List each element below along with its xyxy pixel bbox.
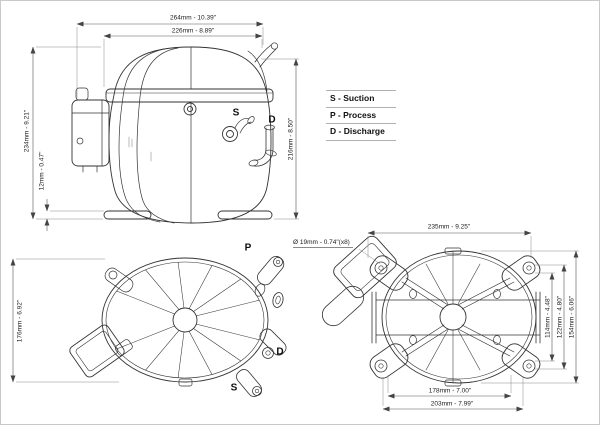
- mount-tab-top-left: [103, 266, 136, 295]
- dim-top-depth: 176mm - 6.92": [16, 299, 24, 343]
- dim-bottom-depth-overall: 154mm - 6.06": [568, 295, 576, 339]
- dome-spokes: [117, 262, 260, 378]
- hole-note-leader: [359, 249, 380, 264]
- process-port: [253, 254, 286, 309]
- discharge-tube: [248, 125, 277, 167]
- front-suction-label: S: [232, 107, 240, 119]
- top-view-drawing: [68, 254, 289, 399]
- shell-outline: [109, 47, 271, 223]
- dim-bottom-width-overall: 235mm - 9.25": [427, 223, 471, 231]
- front-view-drawing: [72, 43, 278, 223]
- dim-bottom-base-width: 203mm - 7.99": [430, 400, 474, 408]
- dimension-lines: [13, 24, 576, 409]
- mounting-holes: [375, 262, 535, 372]
- dim-bottom-mount-depth: 114mm - 4.48": [544, 296, 552, 338]
- legend-row-discharge: [326, 123, 396, 141]
- terminal-box: [72, 88, 109, 172]
- fill-plug-center: [187, 106, 192, 111]
- suction-port: [234, 367, 264, 399]
- baseplate-ribs: [426, 251, 480, 383]
- bottom-tab: [179, 379, 192, 386]
- shell-bottom-outline: [382, 251, 536, 383]
- legend-label-suction: S - Suction: [330, 93, 375, 103]
- legend-row-process: [326, 107, 396, 124]
- spring-holes: [410, 290, 501, 345]
- base-center: [440, 304, 466, 330]
- legend-row-suction: [326, 90, 396, 107]
- dim-front-base-height: 12mm - 0.47": [38, 151, 46, 191]
- port-legend: [326, 90, 396, 141]
- legend-label-process: P - Process: [330, 109, 377, 120]
- line-art: [1, 1, 600, 425]
- dim-front-height-overall: 234mm - 9.21": [23, 109, 31, 153]
- extension-lines: [16, 27, 579, 406]
- bottom-view-drawing: [318, 233, 544, 386]
- front-discharge-label: D: [268, 114, 276, 126]
- shell-contour-lines: [119, 47, 267, 223]
- legend-label-discharge: D - Discharge: [330, 126, 385, 137]
- process-tube: [255, 43, 278, 67]
- mounting-hole-note: Ø 19mm - 0.74"(x8): [293, 239, 353, 248]
- top-process-label: P: [244, 242, 252, 254]
- weld-band: [106, 89, 273, 102]
- dim-front-height-body: 216mm - 8.50": [287, 117, 295, 161]
- mounting-feet: [367, 252, 544, 381]
- dim-front-width-body: 226mm - 8.89": [171, 27, 215, 35]
- dim-bottom-mount-width: 178mm - 7.00": [428, 387, 472, 395]
- dim-bottom-inner-depth: 122mm - 4.80": [556, 295, 564, 339]
- baseplate-edges: [372, 292, 540, 343]
- terminal-box-top: [68, 318, 134, 379]
- body-markings: [129, 137, 151, 161]
- top-discharge-label: D: [276, 346, 284, 358]
- foot-right: [218, 211, 272, 219]
- suction-tube: [223, 115, 256, 141]
- fill-plug: [184, 103, 196, 115]
- dim-front-width-overall: 264mm - 10.39": [169, 14, 217, 22]
- foot-left: [104, 211, 151, 219]
- top-suction-label: S: [230, 382, 238, 394]
